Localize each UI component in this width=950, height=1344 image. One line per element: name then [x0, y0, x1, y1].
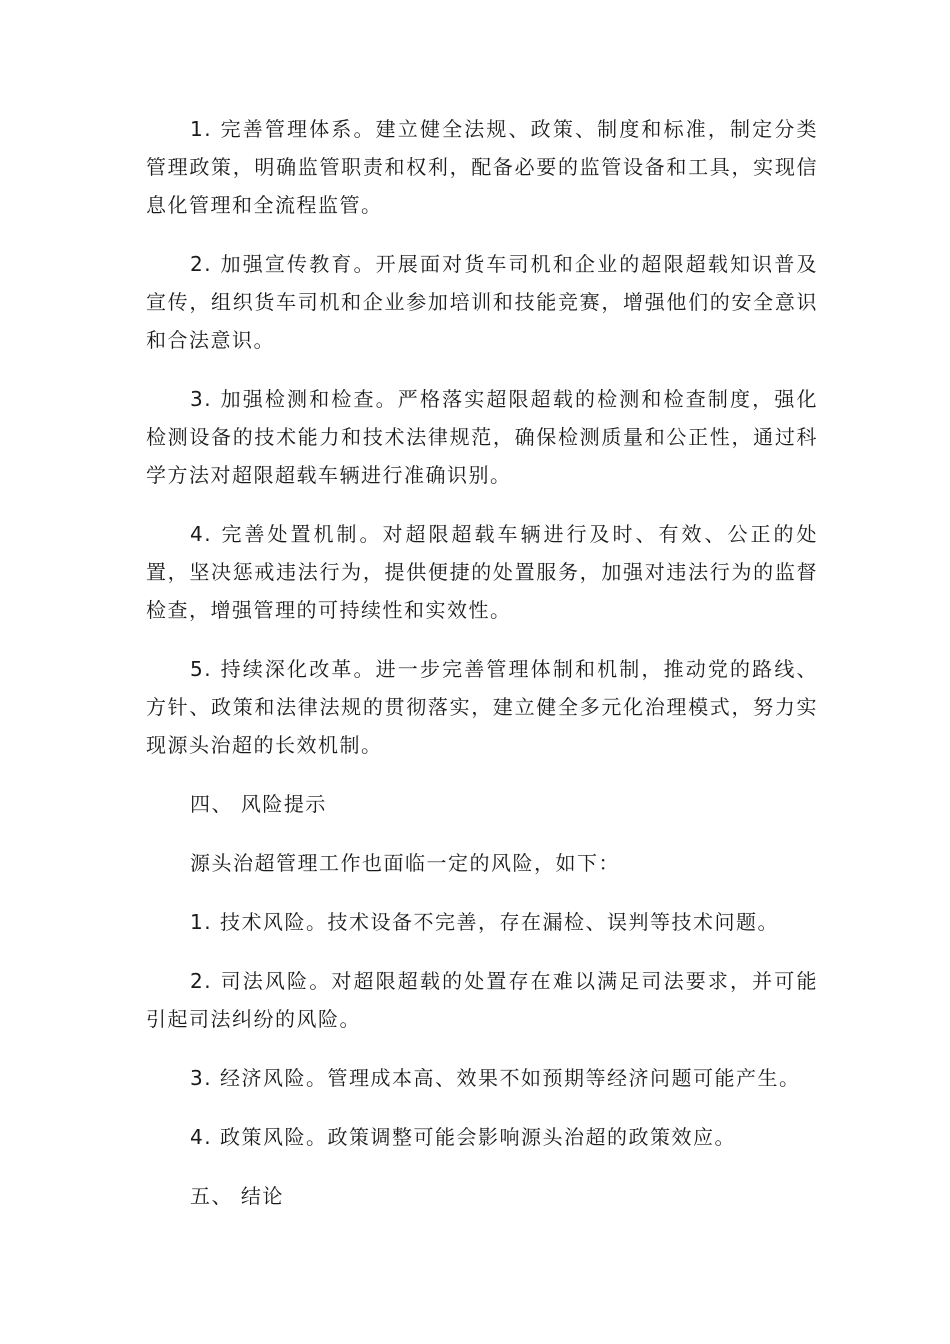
paragraph-risk-3: 3. 经济风险。管理成本高、效果不如预期等经济问题可能产生。 [190, 1066, 801, 1090]
paragraph-risk-intro: 源头治超管理工作也面临一定的风险，如下： [190, 851, 620, 875]
section-heading-risk: 四、 风险提示 [190, 792, 327, 816]
paragraph-risk-2: 2. 司法风险。对超限超载的处置存在难以满足司法要求，并可能引起司法纠纷的风险。 [146, 969, 818, 1031]
paragraph-measure-2: 2. 加强宣传教育。开展面对货车司机和企业的超限超载知识普及宣传，组织货车司机和企业参加培训和技能竞赛，增强他们的安全意识和合法意识。 [146, 252, 818, 352]
paragraph-measure-1: 1. 完善管理体系。建立健全法规、政策、制度和标准，制定分类管理政策，明确监管职责和权利，配备必要的监管设备和工具，实现信息化管理和全流程监管。 [146, 117, 818, 217]
paragraph-measure-5: 5. 持续深化改革。进一步完善管理体制和机制，推动党的路线、方针、政策和法律法规的贯彻落实，建立健全多元化治理模式，努力实现源头治超的长效机制。 [146, 657, 818, 757]
document-body [146, 110, 818, 1236]
paragraph-risk-1: 1. 技术风险。技术设备不完善，存在漏检、误判等技术问题。 [190, 910, 779, 934]
paragraph-measure-4: 4. 完善处置机制。对超限超载车辆进行及时、有效、公正的处置，坚决惩戒违法行为，提供便捷的处置服务，加强对违法行为的监督检查，增强管理的可持续性和实效性。 [146, 522, 818, 622]
paragraph-risk-4: 4. 政策风险。政策调整可能会影响源头治超的政策效应。 [190, 1125, 736, 1149]
section-heading-conclusion: 五、 结论 [190, 1184, 284, 1208]
paragraph-measure-3: 3. 加强检测和检查。严格落实超限超载的检测和检查制度，强化检测设备的技术能力和技术法律规范，确保检测质量和公正性，通过科学方法对超限超载车辆进行准确识别。 [146, 387, 818, 487]
